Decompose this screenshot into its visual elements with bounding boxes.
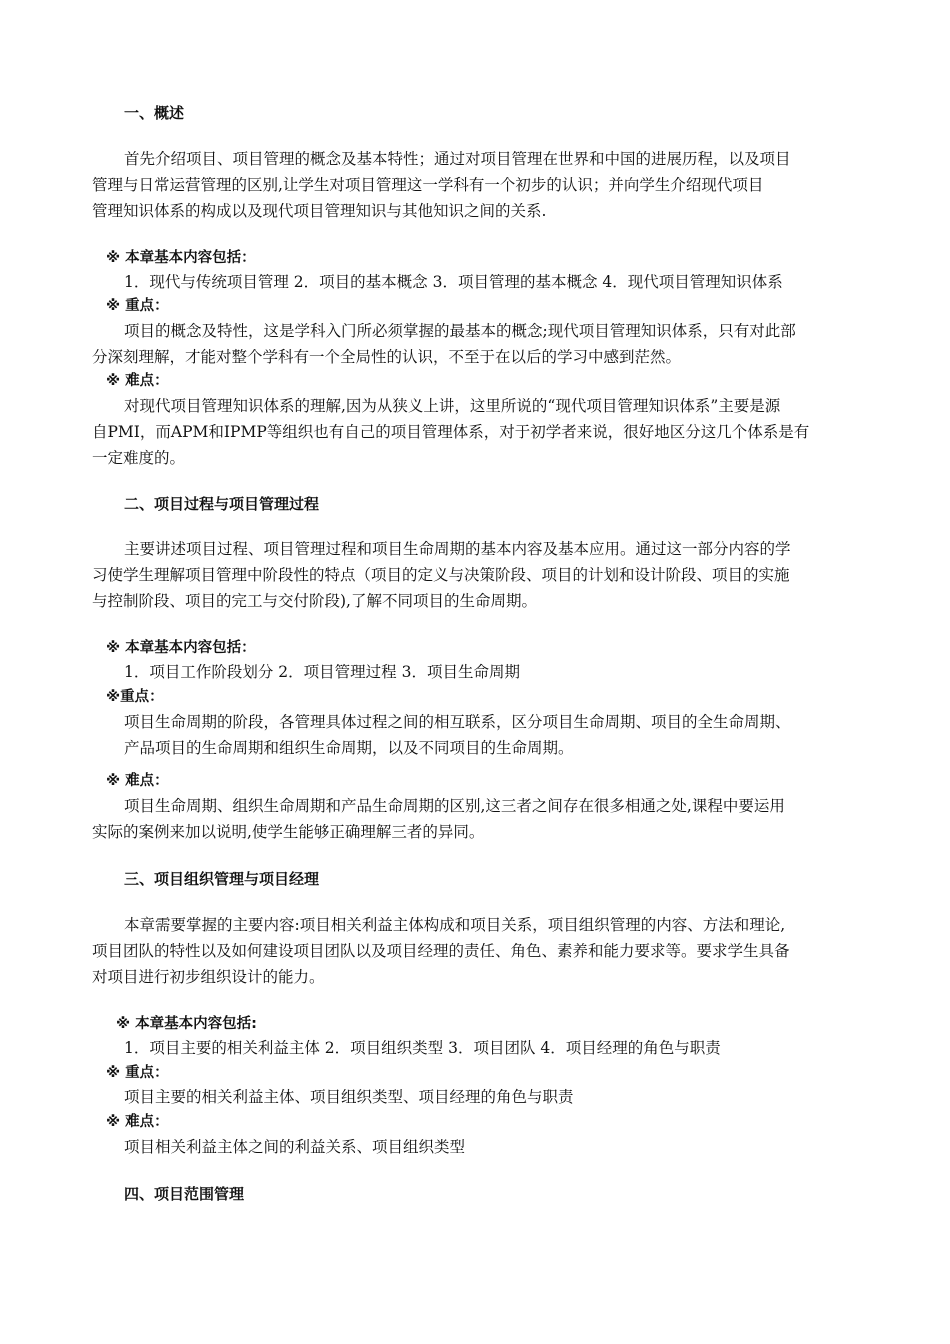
section-2-key-label: ※重点： <box>106 689 164 705</box>
section-2-intro-line-3: 与控制阶段、项目的完工与交付阶段),了解不同项目的生命周期。 <box>92 592 537 610</box>
section-3-difficult-label: ※ 难点： <box>106 1114 169 1130</box>
section-3-intro-line-3: 对项目进行初步组织设计的能力。 <box>92 968 325 986</box>
section-1-intro-line-3: 管理知识体系的构成以及现代项目管理知识与其他知识之间的关系. <box>92 202 547 220</box>
section-1-content-label: ※ 本章基本内容包括： <box>106 250 256 266</box>
section-2-difficult-label: ※ 难点： <box>106 773 169 789</box>
section-2-difficult-line-2: 实际的案例来加以说明,使学生能够正确理解三者的异同。 <box>92 823 485 841</box>
section-1-difficult-line-1: 对现代项目管理知识体系的理解,因为从狭义上讲，这里所说的“现代项目管理知识体系”主要是源 <box>124 397 781 415</box>
section-3-key-line-1: 项目主要的相关利益主体、项目组织类型、项目经理的角色与职责 <box>124 1088 574 1106</box>
section-2-intro-line-1: 主要讲述项目过程、项目管理过程和项目生命周期的基本内容及基本应用。通过这一部分内容的学 <box>124 540 791 558</box>
section-3-difficult-line-1: 项目相关利益主体之间的利益关系、项目组织类型 <box>124 1138 466 1156</box>
section-3-intro-line-2: 项目团队的特性以及如何建设项目团队以及项目经理的责任、角色、素养和能力要求等。要求学生具备 <box>92 942 790 960</box>
section-1-heading: 一、概述 <box>124 104 185 122</box>
section-1-key-label: ※ 重点： <box>106 298 169 314</box>
section-2-content-line: 1．项目工作阶段划分 2．项目管理过程 3．项目生命周期 <box>124 663 520 681</box>
section-1-intro-line-2: 管理与日常运营管理的区别,让学生对项目管理这一学科有一个初步的认识；并向学生介绍现代项目 <box>92 176 764 194</box>
section-1-key-line-2: 分深刻理解，才能对整个学科有一个全局性的认识，不至于在以后的学习中感到茫然。 <box>92 348 682 366</box>
section-2-content-label: ※ 本章基本内容包括： <box>106 640 256 656</box>
section-2-intro-line-2: 习使学生理解项目管理中阶段性的特点（项目的定义与决策阶段、项目的计划和设计阶段、项目的实施 <box>92 566 790 584</box>
section-3-content-label: ※ 本章基本内容包括: <box>116 1016 257 1032</box>
section-1-content-line: 1．现代与传统项目管理 2．项目的基本概念 3．项目管理的基本概念 4．现代项目管理知识体系 <box>124 273 783 291</box>
section-2-heading: 二、项目过程与项目管理过程 <box>124 495 320 513</box>
section-3-intro-line-1: 本章需要掌握的主要内容:项目相关利益主体构成和项目关系，项目组织管理的内容、方法和理论, <box>124 916 786 934</box>
section-3-heading: 三、项目组织管理与项目经理 <box>124 870 320 888</box>
section-1-difficult-line-3: 一定难度的。 <box>92 449 186 467</box>
section-1-difficult-label: ※ 难点： <box>106 373 169 389</box>
section-1-intro-line-1: 首先介绍项目、项目管理的概念及基本特性；通过对项目管理在世界和中国的进展历程，以及项目 <box>124 150 791 168</box>
section-2-key-line-2: 产品项目的生命周期和组织生命周期，以及不同项目的生命周期。 <box>124 739 574 757</box>
section-1-key-line-1: 项目的概念及特性，这是学科入门所必须掌握的最基本的概念;现代项目管理知识体系，只有对此部 <box>124 322 796 340</box>
section-4-heading: 四、项目范围管理 <box>124 1185 245 1203</box>
section-2-key-line-1: 项目生命周期的阶段，各管理具体过程之间的相互联系，区分项目生命周期、项目的全生命周期、 <box>124 713 791 731</box>
section-1-difficult-line-2: 自PMI，而APM和IPMP等组织也有自己的项目管理体系，对于初学者来说，很好地区分这几个体系是有 <box>92 423 810 441</box>
section-2-difficult-line-1: 项目生命周期、组织生命周期和产品生命周期的区别,这三者之间存在很多相通之处,课程中要运用 <box>124 797 785 815</box>
section-3-content-line: 1．项目主要的相关利益主体 2．项目组织类型 3．项目团队 4．项目经理的角色与职责 <box>124 1039 721 1057</box>
section-3-key-label: ※ 重点： <box>106 1065 169 1081</box>
